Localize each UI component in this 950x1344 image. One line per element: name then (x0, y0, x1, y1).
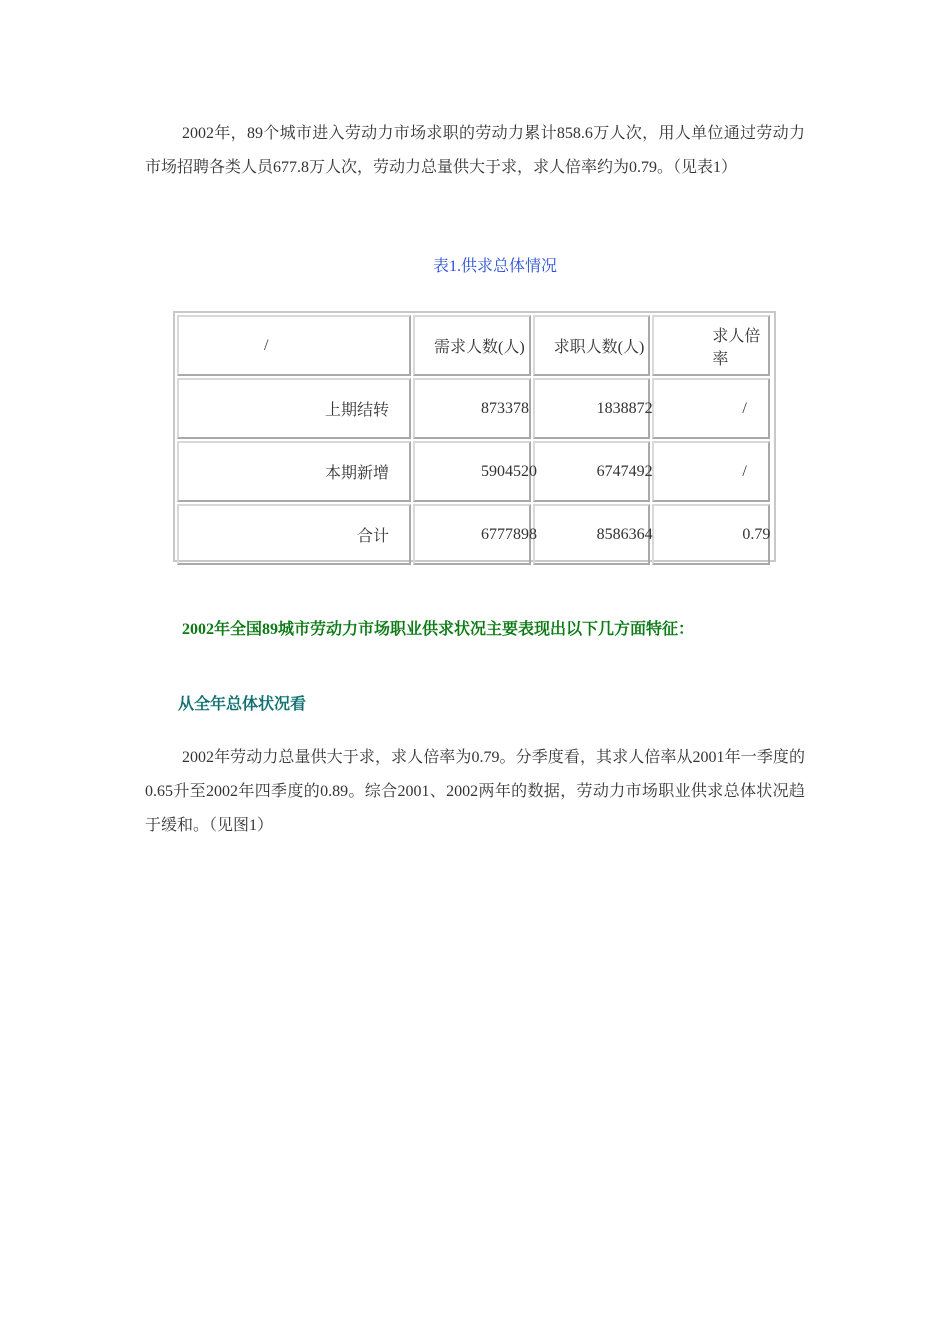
row-label-cell: 本期新增 (177, 441, 411, 502)
table-header-row (177, 315, 770, 376)
table-header-cell: 求人倍率 (652, 315, 770, 376)
table-cell: 1838872 (533, 378, 651, 439)
subsection-heading: 从全年总体状况看 (178, 696, 307, 713)
table-cell: 873378 (413, 378, 531, 439)
table-cell: 6777898 (413, 504, 531, 565)
table-caption: 表1.供求总体情况 (432, 258, 557, 275)
row-label-cell: 合计 (177, 504, 411, 565)
table-header-cell: 求职人数(人) (533, 315, 651, 376)
table-cell: 0.79 (652, 504, 770, 565)
intro-paragraph: 2002年，89个城市进入劳动力市场求职的劳动力累计858.6万人次，用人单位通过劳动力市场招聘各类人员677.8万人次，劳动力总量供大于求，求人倍率约为0.79。（见表1） (145, 125, 805, 176)
table-cell: / (652, 441, 770, 502)
table-row (177, 378, 770, 439)
table-row (177, 504, 770, 565)
table-cell: / (652, 378, 770, 439)
supply-demand-table (173, 311, 776, 562)
data-table (175, 313, 772, 567)
table-cell: 8586364 (533, 504, 651, 565)
table-header-cell: 需求人数(人) (413, 315, 531, 376)
table-header-cell: / (177, 315, 411, 376)
row-label-cell: 上期结转 (177, 378, 411, 439)
table-cell: 6747492 (533, 441, 651, 502)
body-paragraph: 2002年劳动力总量供大于求，求人倍率为0.79。分季度看，其求人倍率从2001年一季度的0.65升至2002年四季度的0.89。综合2001、2002两年的数据，劳动力市场职业供求总体状况趋于缓和。（见图1） (145, 749, 805, 834)
section-heading: 2002年全国89城市劳动力市场职业供求状况主要表现出以下几方面特征： (182, 621, 695, 638)
table-cell: 5904520 (413, 441, 531, 502)
table-row (177, 441, 770, 502)
